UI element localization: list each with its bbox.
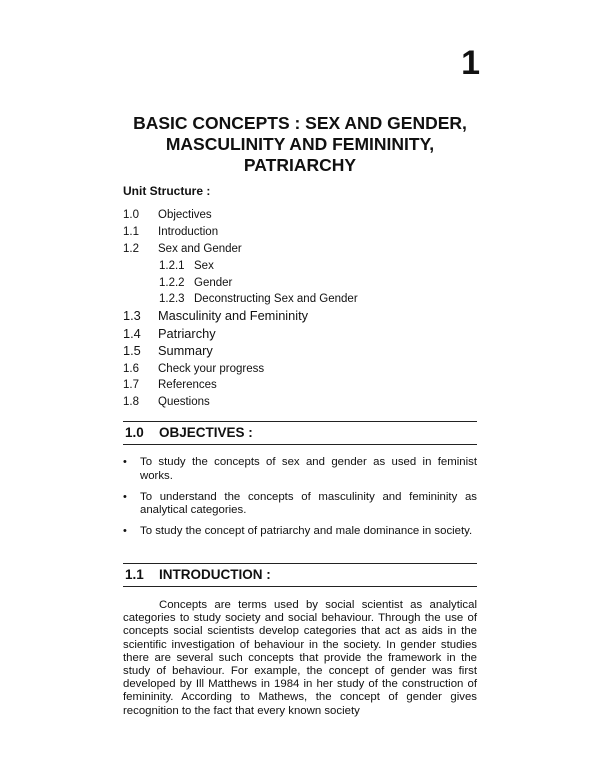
list-item bbox=[123, 456, 477, 483]
toc-item-label: Masculinity and Femininity bbox=[158, 308, 309, 324]
toc-item-label: Gender bbox=[194, 276, 233, 289]
section-number: 1.1 bbox=[125, 567, 144, 582]
chapter-title bbox=[100, 113, 500, 176]
toc-item-number: 1.2 bbox=[123, 242, 139, 255]
toc-item-number: 1.2.2 bbox=[159, 276, 185, 289]
objectives-section-header bbox=[123, 421, 477, 445]
toc-item-number: 1.2.3 bbox=[159, 293, 185, 306]
introduction-paragraph bbox=[123, 599, 477, 718]
bullet-icon: • bbox=[123, 490, 127, 503]
toc-item-label: Questions bbox=[158, 396, 210, 409]
toc-item bbox=[123, 395, 483, 412]
toc-item bbox=[123, 242, 483, 259]
toc-item-number: 1.5 bbox=[123, 343, 141, 359]
section-title: INTRODUCTION : bbox=[159, 567, 271, 582]
toc-subitem bbox=[123, 292, 483, 309]
bullet-icon: • bbox=[123, 525, 127, 537]
toc-item-label: References bbox=[158, 379, 217, 392]
toc-item-number: 1.3 bbox=[123, 308, 141, 324]
toc-item-number: 1.0 bbox=[123, 209, 139, 221]
toc-item bbox=[123, 362, 483, 379]
toc-subitem bbox=[123, 276, 483, 293]
list-item bbox=[123, 525, 477, 539]
toc-item-number: 1.7 bbox=[123, 379, 139, 392]
toc-item-label: Deconstructing Sex and Gender bbox=[194, 293, 358, 306]
toc-item-label: Sex and Gender bbox=[158, 242, 242, 255]
bullet-icon: • bbox=[123, 456, 127, 468]
toc-item bbox=[123, 378, 483, 395]
title-line: MASCULINITY AND FEMININITY, bbox=[165, 134, 435, 154]
toc-item-number: 1.2.1 bbox=[159, 259, 185, 272]
toc-item bbox=[123, 327, 483, 344]
toc-item-label: Introduction bbox=[158, 225, 219, 238]
title-line: BASIC CONCEPTS : SEX AND GENDER, bbox=[133, 113, 467, 133]
toc-item-label: Check your progress bbox=[158, 362, 265, 375]
paragraph-text: Concepts are terms used by social scientist as analytical categories to study society and social behaviour. Through the use of concepts social scientists develop categories that act as aids in the scientific investigation of behaviour in the society. In gender studies there are several such concepts that provide the framework in the study of behaviour. For example, the concept of gender was first developed by Ill Matthews in 1984 in her study of the construction of femininity. According to Mathews, the concept of gender gives recognition to the fact that every known society bbox=[123, 599, 477, 717]
toc-item bbox=[123, 208, 483, 225]
toc-item-number: 1.4 bbox=[123, 325, 141, 341]
toc-item bbox=[123, 225, 483, 242]
introduction-section-header bbox=[123, 563, 477, 587]
bullet-text: To study the concept of patriarchy and male dominance in society. bbox=[140, 525, 473, 537]
toc-item bbox=[123, 309, 483, 326]
toc-subitem bbox=[123, 259, 483, 276]
toc-item bbox=[123, 344, 483, 361]
table-of-contents bbox=[123, 208, 483, 412]
title-line: PATRIARCHY bbox=[243, 155, 357, 175]
objectives-list bbox=[123, 456, 477, 546]
list-item bbox=[123, 491, 477, 518]
toc-item-label: Sex bbox=[194, 259, 214, 272]
toc-item-number: 1.8 bbox=[123, 396, 139, 409]
toc-item-label: Objectives bbox=[158, 209, 212, 221]
toc-item-number: 1.1 bbox=[123, 225, 139, 238]
bullet-text: To understand the concepts of masculinity and femininity as analytical categories. bbox=[140, 490, 477, 516]
chapter-number: 1 bbox=[461, 44, 480, 82]
section-number: 1.0 bbox=[125, 425, 144, 440]
bullet-text: To study the concepts of sex and gender as used in feminist works. bbox=[140, 456, 477, 482]
toc-item-number: 1.6 bbox=[123, 362, 139, 375]
toc-item-label: Patriarchy bbox=[158, 325, 216, 341]
unit-structure-heading: Unit Structure : bbox=[123, 184, 211, 198]
toc-item-label: Summary bbox=[158, 343, 213, 359]
section-title: OBJECTIVES : bbox=[159, 425, 253, 440]
